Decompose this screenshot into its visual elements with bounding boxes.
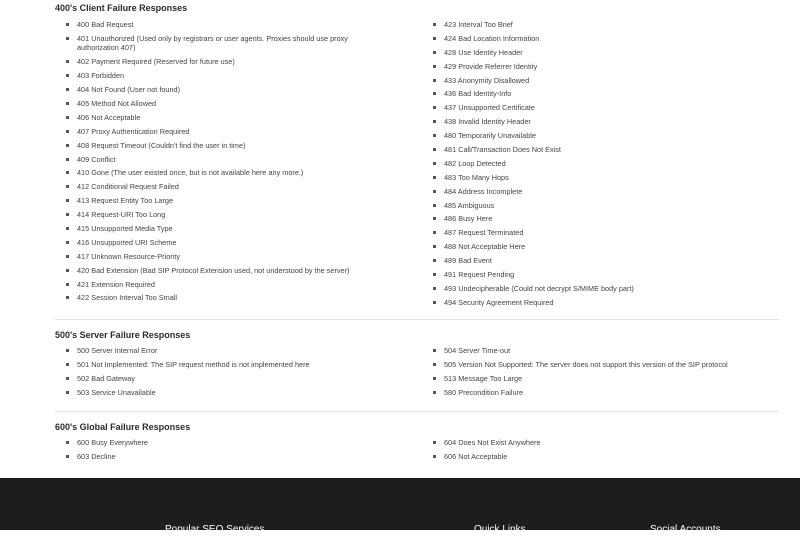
status-code-item: 487 Request Terminated — [432, 228, 777, 238]
code-list-right — [432, 20, 777, 312]
status-code-item: 580 Precondition Failure — [432, 388, 777, 398]
code-list-left — [65, 20, 385, 307]
status-code-item: 493 Undecipherable (Could not decrypt S/MIME body part) — [432, 284, 777, 294]
status-code-item: 491 Request Pending — [432, 270, 777, 280]
status-code-item: 403 Forbidden — [65, 71, 385, 81]
status-code-item: 405 Method Not Allowed — [65, 99, 385, 109]
status-code-item: 484 Address Incomplete — [432, 187, 777, 197]
status-code-item: 604 Does Not Exist Anywhere — [432, 438, 777, 448]
status-code-item: 438 Invalid Identity Header — [432, 117, 777, 127]
status-code-item: 489 Bad Event — [432, 256, 777, 266]
footer-heading-popular-seo-services: Popular SEO Services — [165, 524, 265, 535]
status-code-item: 494 Security Agreement Required — [432, 298, 777, 308]
status-code-item: 410 Gone (The user existed once, but is not available here any more.) — [65, 168, 385, 178]
status-code-item: 437 Unsupported Certificate — [432, 103, 777, 113]
footer-heading-quick-links: Quick Links — [474, 524, 526, 535]
status-code-item: 417 Unknown Resource-Priority — [65, 252, 385, 262]
section-600-global-failure — [55, 422, 779, 461]
status-code-item: 501 Not Implemented: The SIP request method is not implemented here — [65, 360, 385, 370]
status-code-item: 409 Conflict — [65, 155, 385, 165]
status-code-item: 422 Session Interval Too Small — [65, 293, 385, 303]
status-code-item: 420 Bad Extension (Bad SIP Protocol Extension used, not understood by the server) — [65, 266, 385, 276]
status-code-item: 502 Bad Gateway — [65, 374, 385, 384]
status-code-item: 436 Bad Identity-Info — [432, 89, 777, 99]
status-code-item: 500 Server Internal Error — [65, 346, 385, 356]
status-code-item: 424 Bad Location Information — [432, 34, 777, 44]
status-code-item: 428 Use Identity Header — [432, 48, 777, 58]
status-code-item: 481 Call/Transaction Does Not Exist — [432, 145, 777, 155]
status-code-item: 400 Bad Request — [65, 20, 385, 30]
status-code-item: 433 Anonymity Disallowed — [432, 76, 777, 86]
status-code-item: 600 Busy Everywhere — [65, 438, 385, 448]
code-list-right — [432, 346, 777, 402]
status-code-item: 416 Unsupported URI Scheme — [65, 238, 385, 248]
status-code-item: 408 Request Timeout (Couldn't find the user in time) — [65, 141, 385, 151]
status-code-item: 407 Proxy Authentication Required — [65, 127, 385, 137]
status-code-item: 401 Unauthorized (Used only by registrars or user agents. Proxies should use proxy authorization 407) — [65, 34, 385, 53]
code-list-right — [432, 438, 777, 466]
section-divider — [55, 411, 779, 412]
footer-heading-social-accounts: Social Accounts — [650, 524, 721, 535]
status-code-item: 483 Too Many Hops — [432, 173, 777, 183]
status-code-item: 488 Not Acceptable Here — [432, 242, 777, 252]
section-title: 500's Server Failure Responses — [55, 330, 191, 340]
status-code-item: 606 Not Acceptable — [432, 452, 777, 462]
status-code-item: 412 Conditional Request Failed — [65, 182, 385, 192]
status-code-item: 402 Payment Required (Reserved for future use) — [65, 57, 385, 67]
section-400-client-failure — [55, 3, 779, 307]
status-code-item: 486 Busy Here — [432, 214, 777, 224]
status-code-item: 482 Loop Detected — [432, 159, 777, 169]
status-code-item: 406 Not Acceptable — [65, 113, 385, 123]
status-code-item: 414 Request-URI Too Long — [65, 210, 385, 220]
status-code-item: 503 Service Unavailable — [65, 388, 385, 398]
section-500-server-failure — [55, 330, 779, 397]
status-code-item: 513 Message Too Large — [432, 374, 777, 384]
status-code-item: 415 Unsupported Media Type — [65, 224, 385, 234]
status-code-item: 413 Request Entity Too Large — [65, 196, 385, 206]
status-code-item: 480 Temporarily Unavailable — [432, 131, 777, 141]
status-code-item: 429 Provide Referrer Identity — [432, 62, 777, 72]
site-footer — [0, 478, 800, 535]
section-divider — [55, 319, 779, 320]
section-title: 400's Client Failure Responses — [55, 3, 188, 13]
status-code-item: 485 Ambiguous — [432, 201, 777, 211]
section-title: 600's Global Failure Responses — [55, 422, 191, 432]
status-code-item: 421 Extension Required — [65, 280, 385, 290]
code-list-left — [65, 346, 385, 402]
status-code-item: 504 Server Time-out — [432, 346, 777, 356]
code-list-left — [65, 438, 385, 466]
status-code-item: 505 Version Not Supported: The server does not support this version of the SIP protocol — [432, 360, 777, 370]
status-code-item: 603 Decline — [65, 452, 385, 462]
status-code-item: 404 Not Found (User not found) — [65, 85, 385, 95]
status-code-item: 423 Interval Too Brief — [432, 20, 777, 30]
